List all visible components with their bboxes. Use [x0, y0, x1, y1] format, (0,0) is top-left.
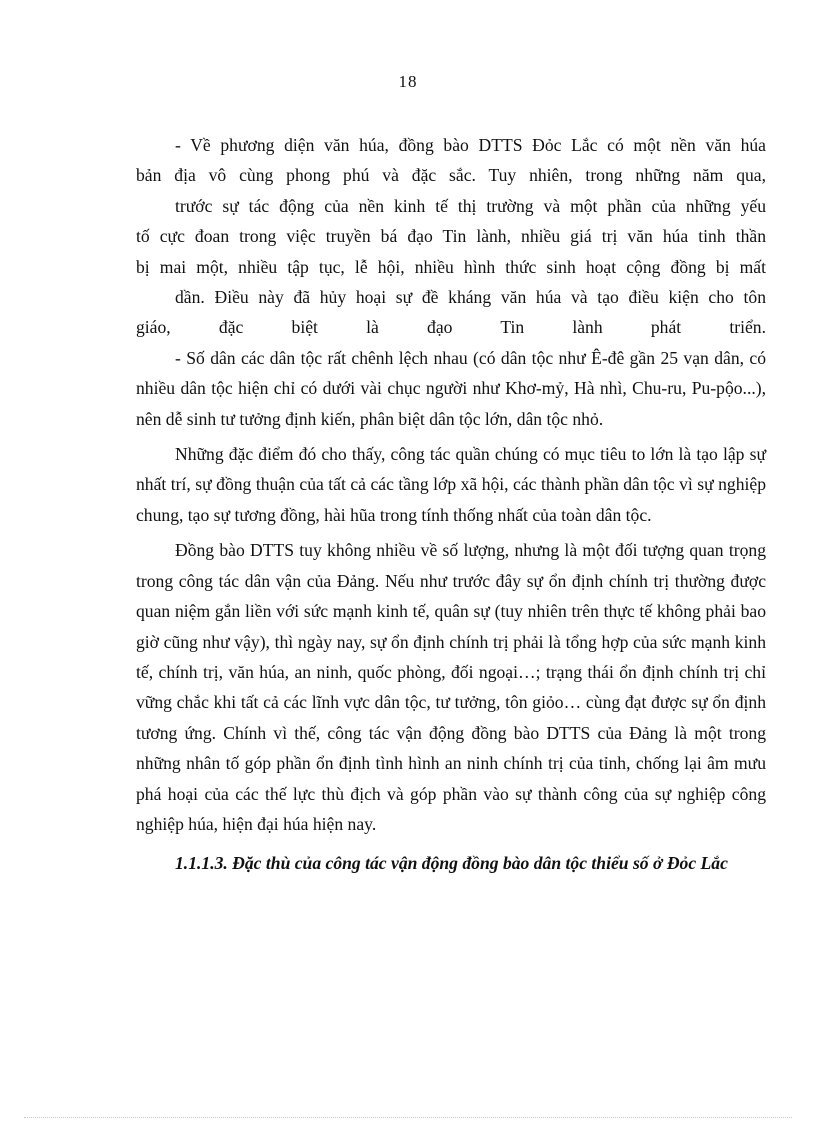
paragraph-culture-line-4: tố cực đoan trong việc truyền bá đạo Tin lành, nhiều giá trị văn húa tinh thần — [136, 226, 766, 247]
paragraph-population: - Số dân các dân tộc rất chênh lệch nhau (có dân tộc như Ê-đê gần 25 vạn dân, có nhiều dân tộc hiện chỉ có dưới vài chục người như Khơ-mỷ, Hà nhì, Chu-ru, Pu-pộo...), nên dễ sinh tư tưởng định kiến, phân biệt dân tộc lớn, dân tộc nhỏ. — [136, 347, 766, 429]
section-heading: 1.1.1.3. Đặc thù của công tác vận động đồng bào dân tộc thiểu số ở Đỏc Lắc — [175, 853, 728, 874]
paragraph-mobilization: Đồng bào DTTS tuy không nhiều về số lượng, nhưng là một đối tượng quan trọng trong công tác dân vận của Đảng. Nếu như trước đây sự ổn định chính trị thường được quan niệm gắn liền với sức mạnh kinh tế, quân sự (tuy nhiên trên thực tế không phải bao giờ cũng như vậy), thì ngày nay, sự ổn định chính trị phải là tổng hợp của sức mạnh kinh tế, chính trị, văn húa, an ninh, quốc phòng, đối ngoại…; trạng thái ổn định chính trị chỉ vững chắc khi tất cả các lĩnh vực dân tộc, tư tưởng, tôn giỏo… cùng đạt được sự ổn định tương ứng. Chính vì thế, công tác vận động đồng bào DTTS của Đảng là một trong những nhân tố góp phần ổn định tình hình an ninh chính trị của tỉnh, chống lại âm mưu phá hoại của các thế lực thù địch và góp phần vào sự thành công của sự nghiệp công nghiệp húa, hiện đại húa hiện nay. — [136, 540, 766, 834]
paragraph-culture-line-1: - Về phương diện văn húa, đồng bào DTTS Đỏc Lắc có một nền văn húa — [175, 135, 766, 155]
paragraph-culture-line-7: giáo, đặc biệt là đạo Tin lành phát triển. — [136, 317, 766, 338]
paragraph-mass-work: Những đặc điểm đó cho thấy, công tác quần chúng có mục tiêu to lớn là tạo lập sự nhất trí, sự đồng thuận của tất cả các tầng lớp xã hội, các thành phần dân tộc vì sự nghiệp chung, tạo sự tương đồng, hài hũa trong tính thống nhất của toàn dân tộc. — [136, 444, 766, 525]
paragraph-culture-line-3: trước sự tác động của nền kinh tế thị trường và một phần của những yếu — [175, 195, 766, 216]
document-body — [136, 130, 766, 879]
paragraph-culture-line-5: bị mai một, nhiều tập tục, lễ hội, nhiều hình thức sinh hoạt cộng đồng bị mất — [136, 256, 766, 277]
paragraph-culture-line-2: bản địa vô cùng phong phú và đặc sắc. Tuy nhiên, trong những năm qua, — [136, 165, 766, 186]
paragraph-culture-line-6: dần. Điều này đã hủy hoại sự đề kháng văn húa và tạo điều kiện cho tôn — [175, 287, 766, 308]
page-number: 18 — [398, 72, 418, 91]
page-bottom-divider — [24, 1117, 792, 1118]
